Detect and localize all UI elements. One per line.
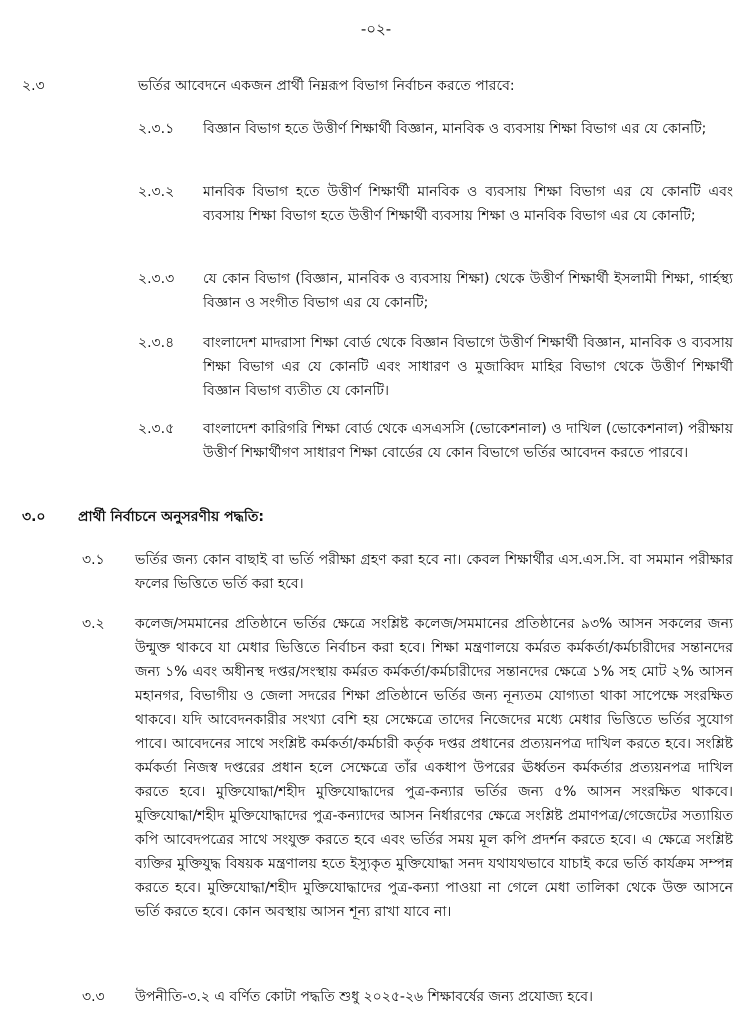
item-text-2-3-5: বাংলাদেশ কারিগরি শিক্ষা বোর্ড থেকে এসএসসি (ভোকেশনাল) ও দাখিল (ভোকেশনাল) পরীক্ষায় উত্তীর্ণ শিক্ষার্থীগণ সাধারণ শিক্ষা বোর্ডের যে কোন বিভাগে ভর্তির আবেদন করতে পারবে।	[203, 421, 733, 461]
item-text-3-3: উপনীতি-৩.২ এ বর্ণিত কোটা পদ্ধতি শুধু ২০২৫-২৬ শিক্ষাবর্ষের জন্য প্রযোজ্য হবে।	[135, 989, 593, 1005]
item-text-3-2: কলেজ/সমমানের প্রতিষ্ঠানে ভর্তির ক্ষেত্রে সংশ্লিষ্ট কলেজ/সমমানের প্রতিষ্ঠানের ৯৩% আসন সকলের জন্য উন্মুক্ত থাকবে যা মেধার ভিত্তিতে নির্বাচন করা হবে। শিক্ষা মন্ত্রণালয়ে কর্মরত কর্মকর্তা/কর্মচারীদের সন্তানদের জন্য ১% এবং অধীনস্থ দপ্তর/সংস্থায় কর্মরত কর্মকর্তা/কর্মচারীদের সন্তানদের ক্ষেত্রে ১% সহ মোট ২% আসন মহানগর, বিভাগীয় ও জেলা সদরের শিক্ষা প্রতিষ্ঠানে ভর্তির জন্য নূন্যতম যোগ্যতা থাকা সাপেক্ষে সংরক্ষিত থাকবে। যদি আবেদনকারীর সংখ্যা বেশি হয় সেক্ষেত্রে তাদের নিজেদের মধ্যে মেধার ভিত্তিতে ভর্তির সুযোগ পাবে। আবেদনের সাথে সংশ্লিষ্ট কর্মকর্তা/কর্মচারী কর্তৃক দপ্তর প্রধানের প্রত্যয়নপত্র দাখিল করতে হবে। সংশ্লিষ্ট কর্মকর্তা নিজস্ব দপ্তরের প্রধান হলে সেক্ষেত্রে তাঁর একধাপ উপরের ঊর্ধ্বতন কর্মকর্তার প্রত্যয়নপত্র দাখিল করতে হবে। মুক্তিযোদ্ধা/শহীদ মুক্তিযোদ্ধাদের পুত্র-কন্যার ভর্তির জন্য ৫% আসন সংরক্ষিত থাকবে। মুক্তিযোদ্ধা/শহীদ মুক্তিযোদ্ধাদের পুত্র-কন্যাদের আসন নির্ধারণের ক্ষেত্রে সংশ্লিষ্ট প্রমাণপত্র/গেজেটের সত্যায়িত কপি আবেদপত্রের সাথে সংযুক্ত করতে হবে এবং ভর্তির সময় মূল কপি প্রদর্শন করতে হবে। এ ক্ষেত্রে সংশ্লিষ্ট ব্যক্তির মুক্তিযুদ্ধ বিষয়ক মন্ত্রণালয় হতে ইস্যুকৃত মুক্তিযোদ্ধা সনদ যথাযথভাবে যাচাই করে ভর্তি কার্যক্রম সম্পন্ন করতে হবে। মুক্তিযোদ্ধা/শহীদ মুক্তিযোদ্ধাদের পুত্র-কন্যা পাওয়া না গেলে মেধা তালিকা থেকে উক্ত আসনে ভর্তি করতে হবে। কোন অবস্থায় আসন শূন্য রাখা যাবে না।	[135, 616, 733, 920]
section-number-3-0: ৩.০	[22, 509, 46, 525]
item-number-3-2: ৩.২	[82, 616, 105, 632]
item-number-3-1: ৩.১	[82, 552, 105, 568]
item-number-2-3-3: ২.৩.৩	[138, 271, 175, 287]
item-text-2-3-2: মানবিক বিভাগ হতে উত্তীর্ণ শিক্ষার্থী মানবিক ও ব্যবসায় শিক্ষা বিভাগ এর যে কোনটি এবং ব্যবসায় শিক্ষা বিভাগ হতে উত্তীর্ণ শিক্ষার্থী ব্যবসায় শিক্ষা ও মানবিক বিভাগ এর যে কোনটি;	[203, 184, 733, 224]
item-number-3-3: ৩.৩	[82, 989, 105, 1005]
item-text-2-3-3: যে কোন বিভাগ (বিজ্ঞান, মানবিক ও ব্যবসায় শিক্ষা) থেকে উত্তীর্ণ শিক্ষার্থী ইসলামী শিক্ষা, গার্হস্থ্য বিজ্ঞান ও সংগীত বিভাগ এর যে কোনটি;	[203, 271, 733, 311]
item-text-3-1: ভর্তির জন্য কোন বাছাই বা ভর্তি পরীক্ষা গ্রহণ করা হবে না। কেবল শিক্ষার্থীর এস.এস.সি. বা সমমান পরীক্ষার ফলের ভিত্তিতে ভর্তি করা হবে।	[135, 552, 733, 592]
item-number-2-3-4: ২.৩.৪	[138, 335, 175, 351]
item-text-2-3-1: বিজ্ঞান বিভাগ হতে উত্তীর্ণ শিক্ষার্থী বিজ্ঞান, মানবিক ও ব্যবসায় শিক্ষা বিভাগ এর যে কোনটি;	[203, 121, 707, 137]
item-text-2-3-4: বাংলাদেশ মাদরাসা শিক্ষা বোর্ড থেকে বিজ্ঞান বিভাগে উত্তীর্ণ শিক্ষার্থী বিজ্ঞান, মানবিক ও ব্যবসায় শিক্ষা বিভাগ এর যে কোনটি এবং সাধারণ ও মুজাব্বিদ মাহির বিভাগ থেকে উত্তীর্ণ শিক্ষার্থী বিজ্ঞান বিভাগ ব্যতীত যে কোনটি।	[203, 335, 733, 399]
page-number: -০২-	[360, 20, 392, 38]
section-number-2-3: ২.৩	[22, 78, 45, 94]
section-2-3-text: ভর্তির আবেদনে একজন প্রার্থী নিম্নরূপ বিভাগ নির্বাচন করতে পারবে:	[138, 78, 515, 94]
item-number-2-3-2: ২.৩.২	[138, 184, 175, 200]
item-number-2-3-5: ২.৩.৫	[138, 421, 175, 437]
item-number-2-3-1: ২.৩.১	[138, 121, 175, 137]
section-3-0-heading: প্রার্থী নির্বাচনে অনুসরণীয় পদ্ধতি:	[78, 509, 264, 525]
